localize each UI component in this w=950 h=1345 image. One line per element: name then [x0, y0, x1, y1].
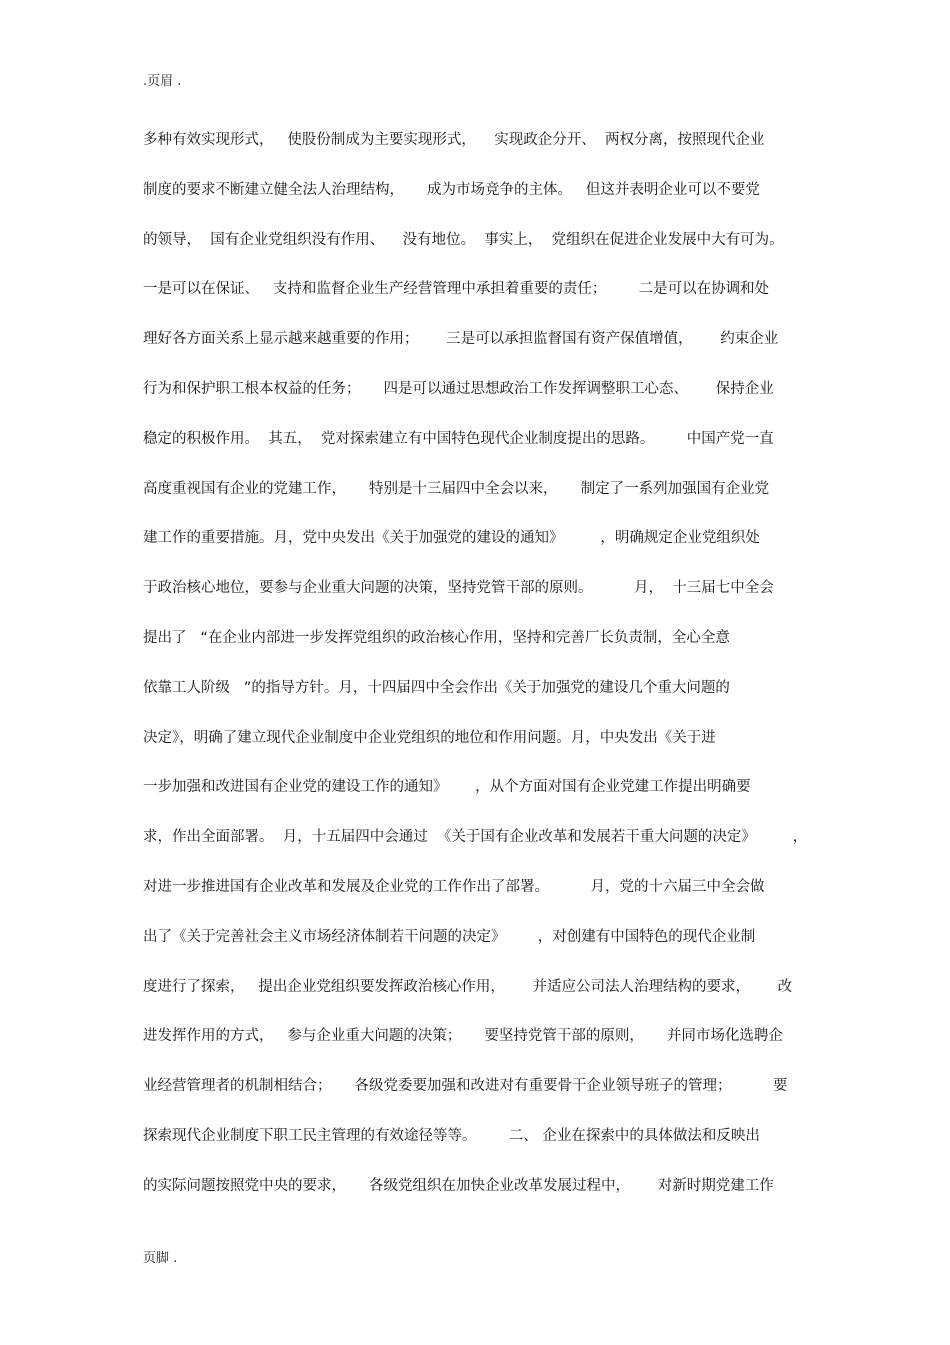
body-text [143, 128, 813, 1224]
text-line: 行为和保护职工根本权益的任务； 四是可以通过思想政治工作发挥调整职工心态、 保持企业 [143, 380, 774, 397]
text-line: 理好各方面关系上显示越来越重要的作用； 三是可以承担监督国有资产保值增值， 约束企业 [143, 331, 779, 348]
text-line: 一步加强和改进国有企业党的建设工作的通知》 ，从个方面对国有企业党建工作提出明确要 [143, 779, 751, 796]
page-footer: 页脚 . [143, 1251, 178, 1266]
text-line: 提出了 “在企业内部进一步发挥党组织的政治核心作用，坚持和完善厂长负责制，全心全意 [143, 629, 730, 646]
text-line: 对进一步推进国有企业改革和发展及企业党的工作作出了部署。 月，党的十六届三中全会做 [143, 878, 765, 895]
text-line: 的实际问题按照党中央的要求， 各级党组织在加快企业改革发展过程中， 对新时期党建工作 [143, 1177, 774, 1194]
text-line: 决定》，明确了建立现代企业制度中企业党组织的地位和作用问题。月，中央发出《关于进 [143, 729, 716, 746]
text-line: 进发挥作用的方式， 参与企业重大问题的决策； 要坚持党管干部的原则， 并同市场化选聘企 [143, 1028, 783, 1045]
text-line: 出了《关于完善社会主义市场经济体制若干问题的决定》 ，对创建有中国特色的现代企业制 [143, 928, 756, 945]
text-line: 制度的要求不断建立健全法人治理结构， 成为市场竞争的主体。 但这并表明企业可以不要党 [143, 181, 760, 198]
text-line: 探索现代企业制度下职工民主管理的有效途径等等。 二、 企业在探索中的具体做法和反映出 [143, 1127, 760, 1144]
text-line: 多种有效实现形式， 使股份制成为主要实现形式， 实现政企分开、 两权分离，按照现代企业 [143, 132, 765, 148]
text-line: 求，作出全面部署。 月，十五届四中会通过 《关于国有企业改革和发展若干重大问题的决定》 ， [143, 829, 808, 846]
text-line: 的领导， 国有企业党组织没有作用、 没有地位。 事实上， 党组织在促进企业发展中大有可为。 [143, 231, 784, 248]
text-line: 度进行了探索， 提出企业党组织要发挥政治核心作用， 并适应公司法人治理结构的要求， 改 [143, 978, 793, 995]
text-line: 业经营管理者的机制相结合； 各级党委要加强和改进对有重要骨干企业领导班子的管理； 要 [143, 1078, 788, 1095]
text-line: 稳定的积极作用。 其五， 党对探索建立有中国特色现代企业制度提出的思路。 中国产党一直 [143, 430, 774, 447]
text-line: 建工作的重要措施。月，党中央发出《关于加强党的建设的通知》 ，明确规定企业党组织处 [143, 530, 760, 547]
page-header: .页眉 . [143, 74, 182, 89]
text-line: 高度重视国有企业的党建工作， 特别是十三届四中全会以来， 制定了一系列加强国有企业党 [143, 480, 770, 497]
text-line: 于政治核心地位，要参与企业重大问题的决策，坚持党管干部的原则。 月， 十三届七中全会 [143, 580, 774, 597]
text-line: 依靠工人阶级 ”的指导方针。月，十四届四中全会作出《关于加强党的建设几个重大问题的 [143, 679, 730, 696]
text-line: 一是可以在保证、 支持和监督企业生产经营管理中承担着重要的责任； 二是可以在协调和处 [143, 281, 770, 298]
